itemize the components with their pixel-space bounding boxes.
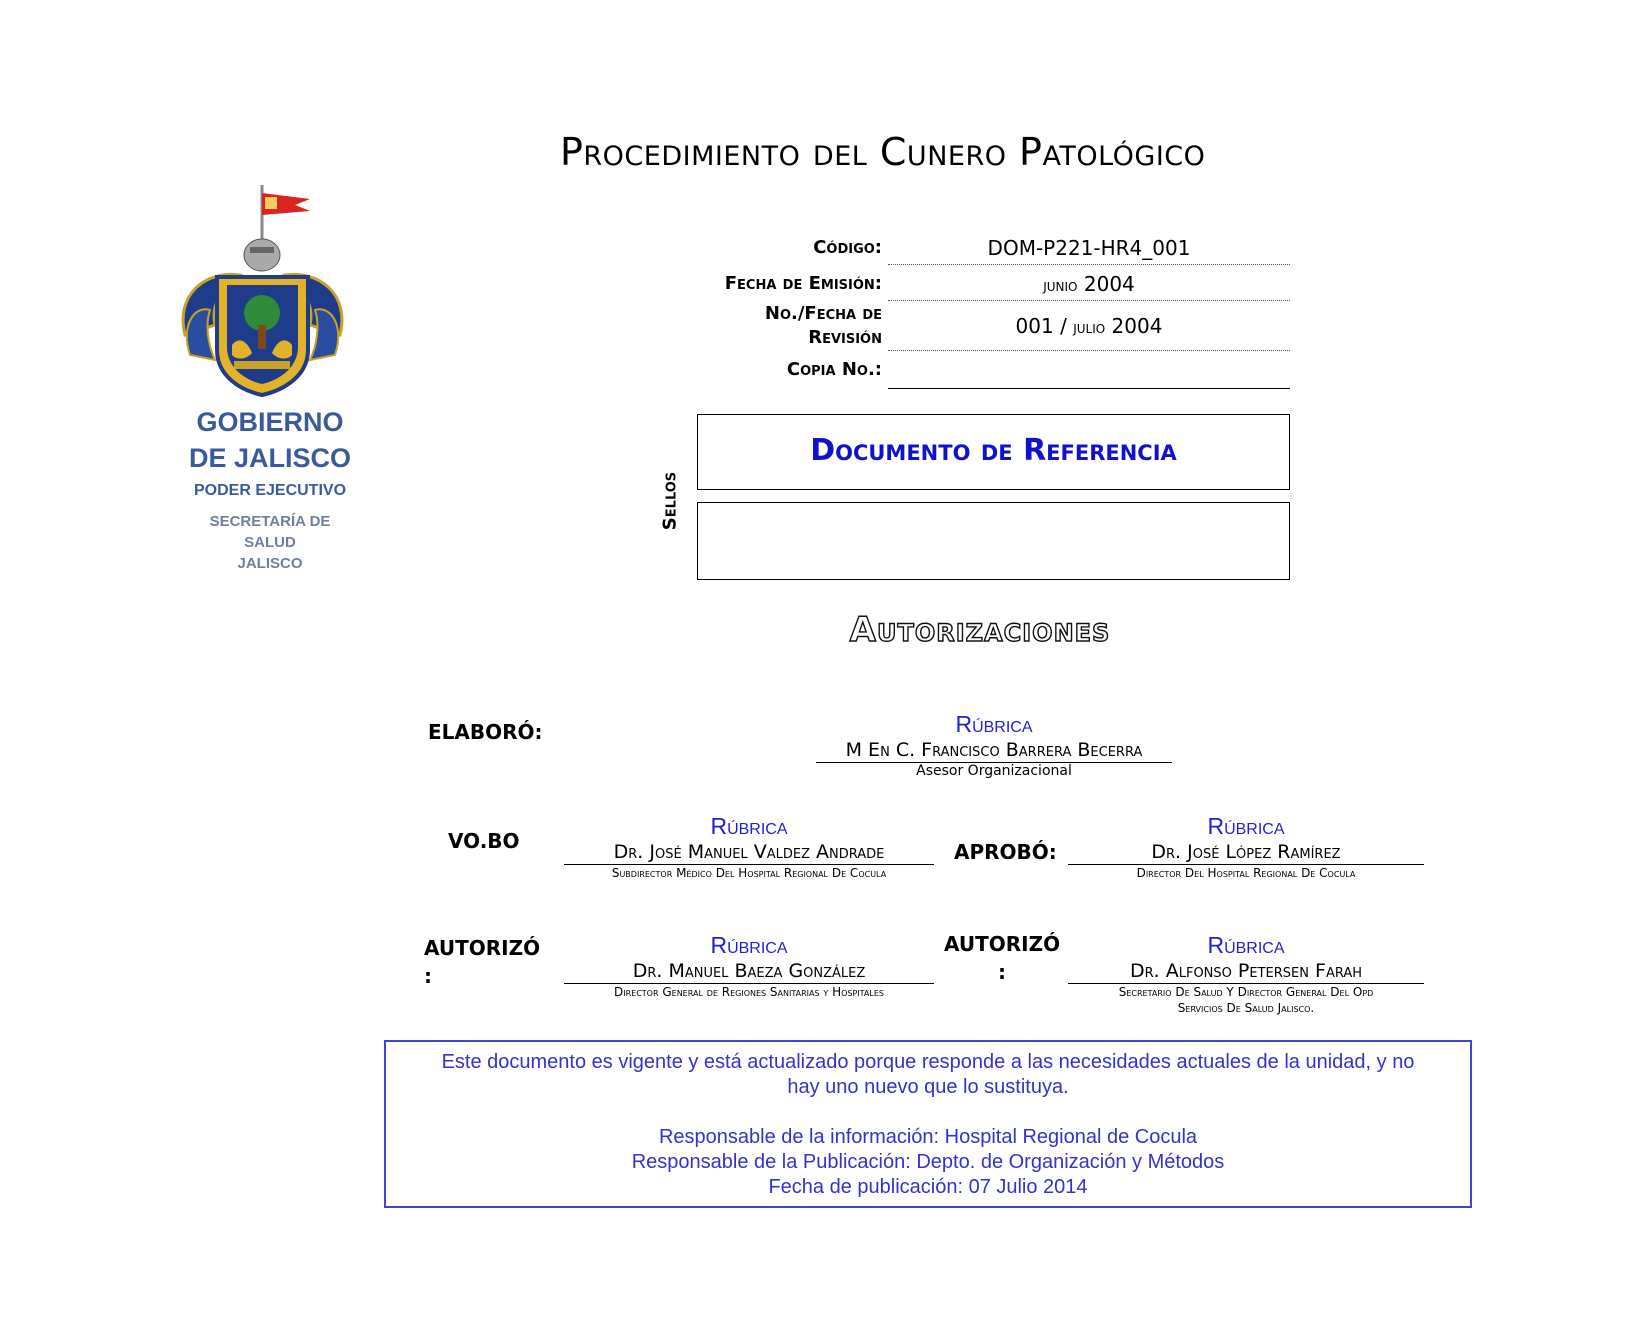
codigo-value: DOM-P221-HR4_001 bbox=[888, 234, 1290, 265]
autorizo2-role-line2: : bbox=[998, 960, 1007, 984]
revision-label-line2: Revisión bbox=[808, 327, 882, 348]
fecha-emision-value bbox=[888, 270, 1290, 301]
logo-de-jalisco: DE JALISCO bbox=[188, 443, 352, 473]
autorizo2-role bbox=[944, 930, 1060, 986]
sellos-label bbox=[640, 445, 700, 555]
fecha-emision-year: 2004 bbox=[1083, 272, 1135, 296]
revision-number: 001 / bbox=[1015, 314, 1067, 338]
revision-label bbox=[640, 302, 882, 350]
notice-spacer bbox=[386, 1100, 1470, 1125]
autorizo1-signature bbox=[564, 931, 934, 1000]
autorizo1-role bbox=[424, 934, 540, 990]
elaboro-rubrica: Rúbrica bbox=[955, 711, 1033, 737]
copia-label: Copia No.: bbox=[786, 359, 882, 380]
elaboro-signature bbox=[816, 710, 1172, 779]
autorizo1-name: Dr. Manuel Baeza González bbox=[564, 959, 934, 984]
logo-gobierno: GOBIERNO bbox=[196, 407, 344, 437]
revision-year: 2004 bbox=[1111, 314, 1163, 338]
aprobo-rubrica: Rúbrica bbox=[1207, 813, 1285, 839]
notice-line5: Fecha de publicación: 07 Julio 2014 bbox=[768, 1176, 1088, 1198]
vobo-signature bbox=[564, 812, 934, 881]
revision-month: julio bbox=[1073, 318, 1106, 338]
autorizo1-position: Director General de Regiones Sanitarias y Hospitales bbox=[613, 985, 884, 999]
elaboro-position: Asesor Organizacional bbox=[916, 763, 1072, 779]
logo-secretaria-de: SECRETARÍA DE bbox=[209, 513, 331, 530]
validity-notice bbox=[384, 1040, 1472, 1208]
autorizo2-signature bbox=[1068, 931, 1424, 1016]
logo-salud: SALUD bbox=[244, 534, 296, 551]
autorizo2-position-line2: Servicios De Salud Jalisco. bbox=[1177, 1001, 1315, 1015]
stamp-box bbox=[697, 502, 1290, 580]
codigo-label: Código: bbox=[813, 237, 882, 258]
autorizo1-role-line1: AUTORIZÓ bbox=[424, 936, 541, 960]
autorizo2-position-line1: Secretario De Salud Y Director General Del Opd bbox=[1118, 985, 1374, 999]
fecha-emision-month: junio bbox=[1043, 276, 1078, 296]
reference-document-box bbox=[697, 414, 1290, 490]
elaboro-name: M En C. Francisco Barrera Becerra bbox=[816, 738, 1172, 763]
aprobo-name: Dr. José López Ramírez bbox=[1068, 840, 1424, 865]
elaboro-role: ELABORÓ: bbox=[428, 720, 543, 744]
vobo-rubrica: Rúbrica bbox=[710, 813, 788, 839]
document-title: Procedimiento del Cunero Patológico bbox=[560, 130, 1206, 174]
reference-document-text: Documento de Referencia bbox=[810, 433, 1177, 468]
vobo-position: Subdirector Médico Del Hospital Regional De Cocula bbox=[611, 866, 887, 880]
notice-line3: Responsable de la información: Hospital Regional de Cocula bbox=[658, 1126, 1198, 1148]
vobo-name: Dr. José Manuel Valdez Andrade bbox=[564, 840, 934, 865]
government-logo bbox=[170, 185, 370, 585]
logo-poder-ejecutivo: PODER EJECUTIVO bbox=[193, 482, 347, 499]
coat-of-arms-icon bbox=[170, 185, 370, 400]
revision-label-line1: No./Fecha de bbox=[764, 303, 882, 324]
autorizaciones-title: Autorizaciones bbox=[849, 610, 1111, 650]
autorizo2-role-line1: AUTORIZÓ bbox=[944, 932, 1061, 956]
aprobo-role: APROBÓ: bbox=[954, 840, 1057, 864]
autorizo2-rubrica: Rúbrica bbox=[1207, 932, 1285, 958]
vobo-role: VO.BO bbox=[448, 829, 520, 853]
fecha-emision-label: Fecha de Emisión: bbox=[724, 273, 882, 294]
autorizo1-role-line2: : bbox=[424, 964, 432, 988]
logo-secretaria bbox=[170, 511, 370, 574]
revision-value bbox=[888, 306, 1290, 351]
notice-line4: Responsable de la Publicación: Depto. de Organización y Métodos bbox=[631, 1151, 1225, 1173]
notice-line2: hay uno nuevo que lo sustituya. bbox=[787, 1076, 1069, 1098]
copia-value-line bbox=[888, 356, 1290, 389]
sellos-text: Sellos bbox=[659, 471, 681, 531]
autorizo2-name: Dr. Alfonso Petersen Farah bbox=[1068, 959, 1424, 984]
aprobo-position: Director Del Hospital Regional De Cocula bbox=[1136, 866, 1356, 880]
logo-jalisco: JALISCO bbox=[237, 555, 303, 572]
autorizo1-rubrica: Rúbrica bbox=[710, 932, 788, 958]
aprobo-signature bbox=[1068, 812, 1424, 881]
notice-line1: Este documento es vigente y está actualizado porque responde a las necesidades actuales de la unidad, y no bbox=[441, 1051, 1415, 1073]
